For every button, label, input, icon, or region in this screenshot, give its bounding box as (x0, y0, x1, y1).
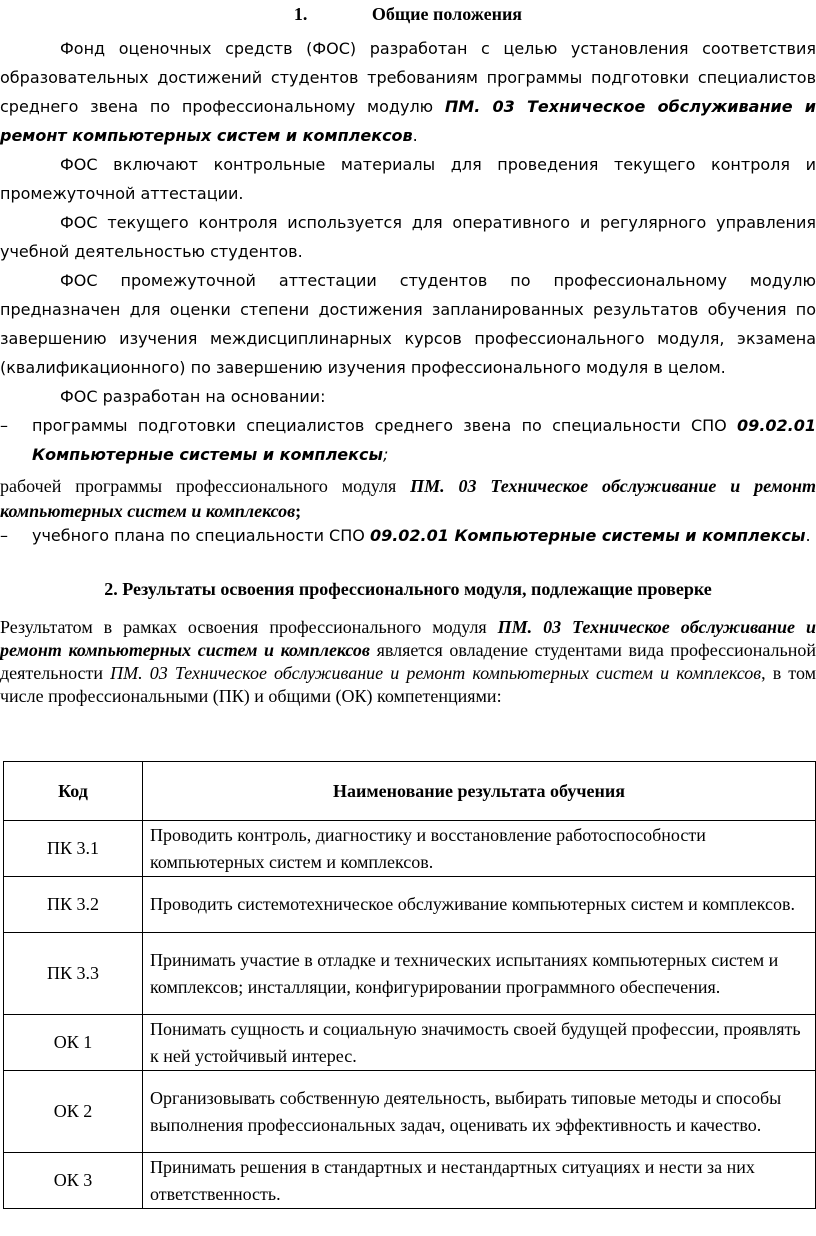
row-result: Понимать сущность и социальную значимость своей будущей профессии, проявлять к ней устойчивый интерес. (143, 1015, 816, 1071)
row-result: Организовывать собственную деятельность, выбирать типовые методы и способы выполнения профессиональных задач, оценивать их эффективность и качество. (143, 1071, 816, 1153)
section-2-heading: 2. Результаты освоения профессионального модуля, подлежащие проверке (104, 579, 712, 599)
paragraph-current-control: ФОС текущего контроля используется для оперативного и регулярного управления учебной деятельностью студентов. (0, 213, 816, 261)
row-code: ПК 3.3 (4, 933, 143, 1015)
section-1-title: Общие положения (371, 4, 523, 24)
paragraph-purpose: Фонд оценочных средств (ФОС) разработан с целью установления соответствия образовательных достижений студентов требованиям программы подготовки специалистов среднего звена по профессиональному модулю ПМ. 03 Техническое обслуживание и ремонт компьютерных систем и комплексов. (0, 39, 816, 145)
row-result: Принимать участие в отладке и технических испытаниях компьютерных систем и комплексов; инсталляции, конфигурировании программного обеспечения. (143, 933, 816, 1015)
row-result: Принимать решения в стандартных и нестандартных ситуациях и нести за них ответственность. (143, 1153, 816, 1209)
row-code: ОК 2 (4, 1071, 143, 1153)
row-code: ОК 1 (4, 1015, 143, 1071)
table-row (4, 877, 816, 933)
row-result: Проводить контроль, диагностику и восстановление работоспособности компьютерных систем и комплексов. (143, 821, 816, 877)
competencies-table (3, 761, 816, 1209)
section-1-heading (0, 2, 816, 26)
table-row (4, 1153, 816, 1209)
paragraph-basis: ФОС разработан на основании: (60, 387, 326, 406)
row-code: ПК 3.2 (4, 877, 143, 933)
header-code: Код (4, 762, 143, 821)
module-name: ПМ. 03 Техническое обслуживание и ремонт компьютерных систем и комплексов (0, 97, 816, 145)
list-item: – программы подготовки специалистов среднего звена по специальности СПО 09.02.01 Компьютерные системы и комплексы; (0, 416, 816, 464)
table-row (4, 821, 816, 877)
section-1-number: 1. (293, 4, 308, 24)
list-item: рабочей программы профессионального модуля ПМ. 03 Техническое обслуживание и ремонт компьютерных систем и комплексов; (0, 476, 816, 521)
table-row (4, 1071, 816, 1153)
table-row (4, 1015, 816, 1071)
paragraph-intermediate-attestation: ФОС промежуточной аттестации студентов по профессиональному модулю предназначен для оценки степени достижения запланированных результатов обучения по завершению изучения междисциплинарных курсов профессионального модуля, экзамена (квалификационного) по завершению изучения профессионального модуля в целом. (0, 271, 816, 377)
table-row (4, 933, 816, 1015)
table-header-row (4, 762, 816, 821)
row-code: ПК 3.1 (4, 821, 143, 877)
header-result: Наименование результата обучения (143, 762, 816, 821)
list-item: – учебного плана по специальности СПО 09.02.01 Компьютерные системы и комплексы. (0, 526, 811, 545)
section-1-body (0, 34, 816, 469)
row-result: Проводить системотехническое обслуживание компьютерных систем и комплексов. (143, 877, 816, 933)
section-2-intro: Результатом в рамках освоения профессионального модуля ПМ. 03 Техническое обслуживание и ремонт компьютерных систем и комплексов является овладение студентами вида профессиональной деятельности ПМ. 03 Техническое обслуживание и ремонт компьютерных систем и комплексов, в том числе профессиональными (ПК) и общими (ОК) компетенциями: (0, 617, 816, 706)
paragraph-fos-content: ФОС включают контрольные материалы для проведения текущего контроля и промежуточной аттестации. (0, 155, 816, 203)
row-code: ОК 3 (4, 1153, 143, 1209)
